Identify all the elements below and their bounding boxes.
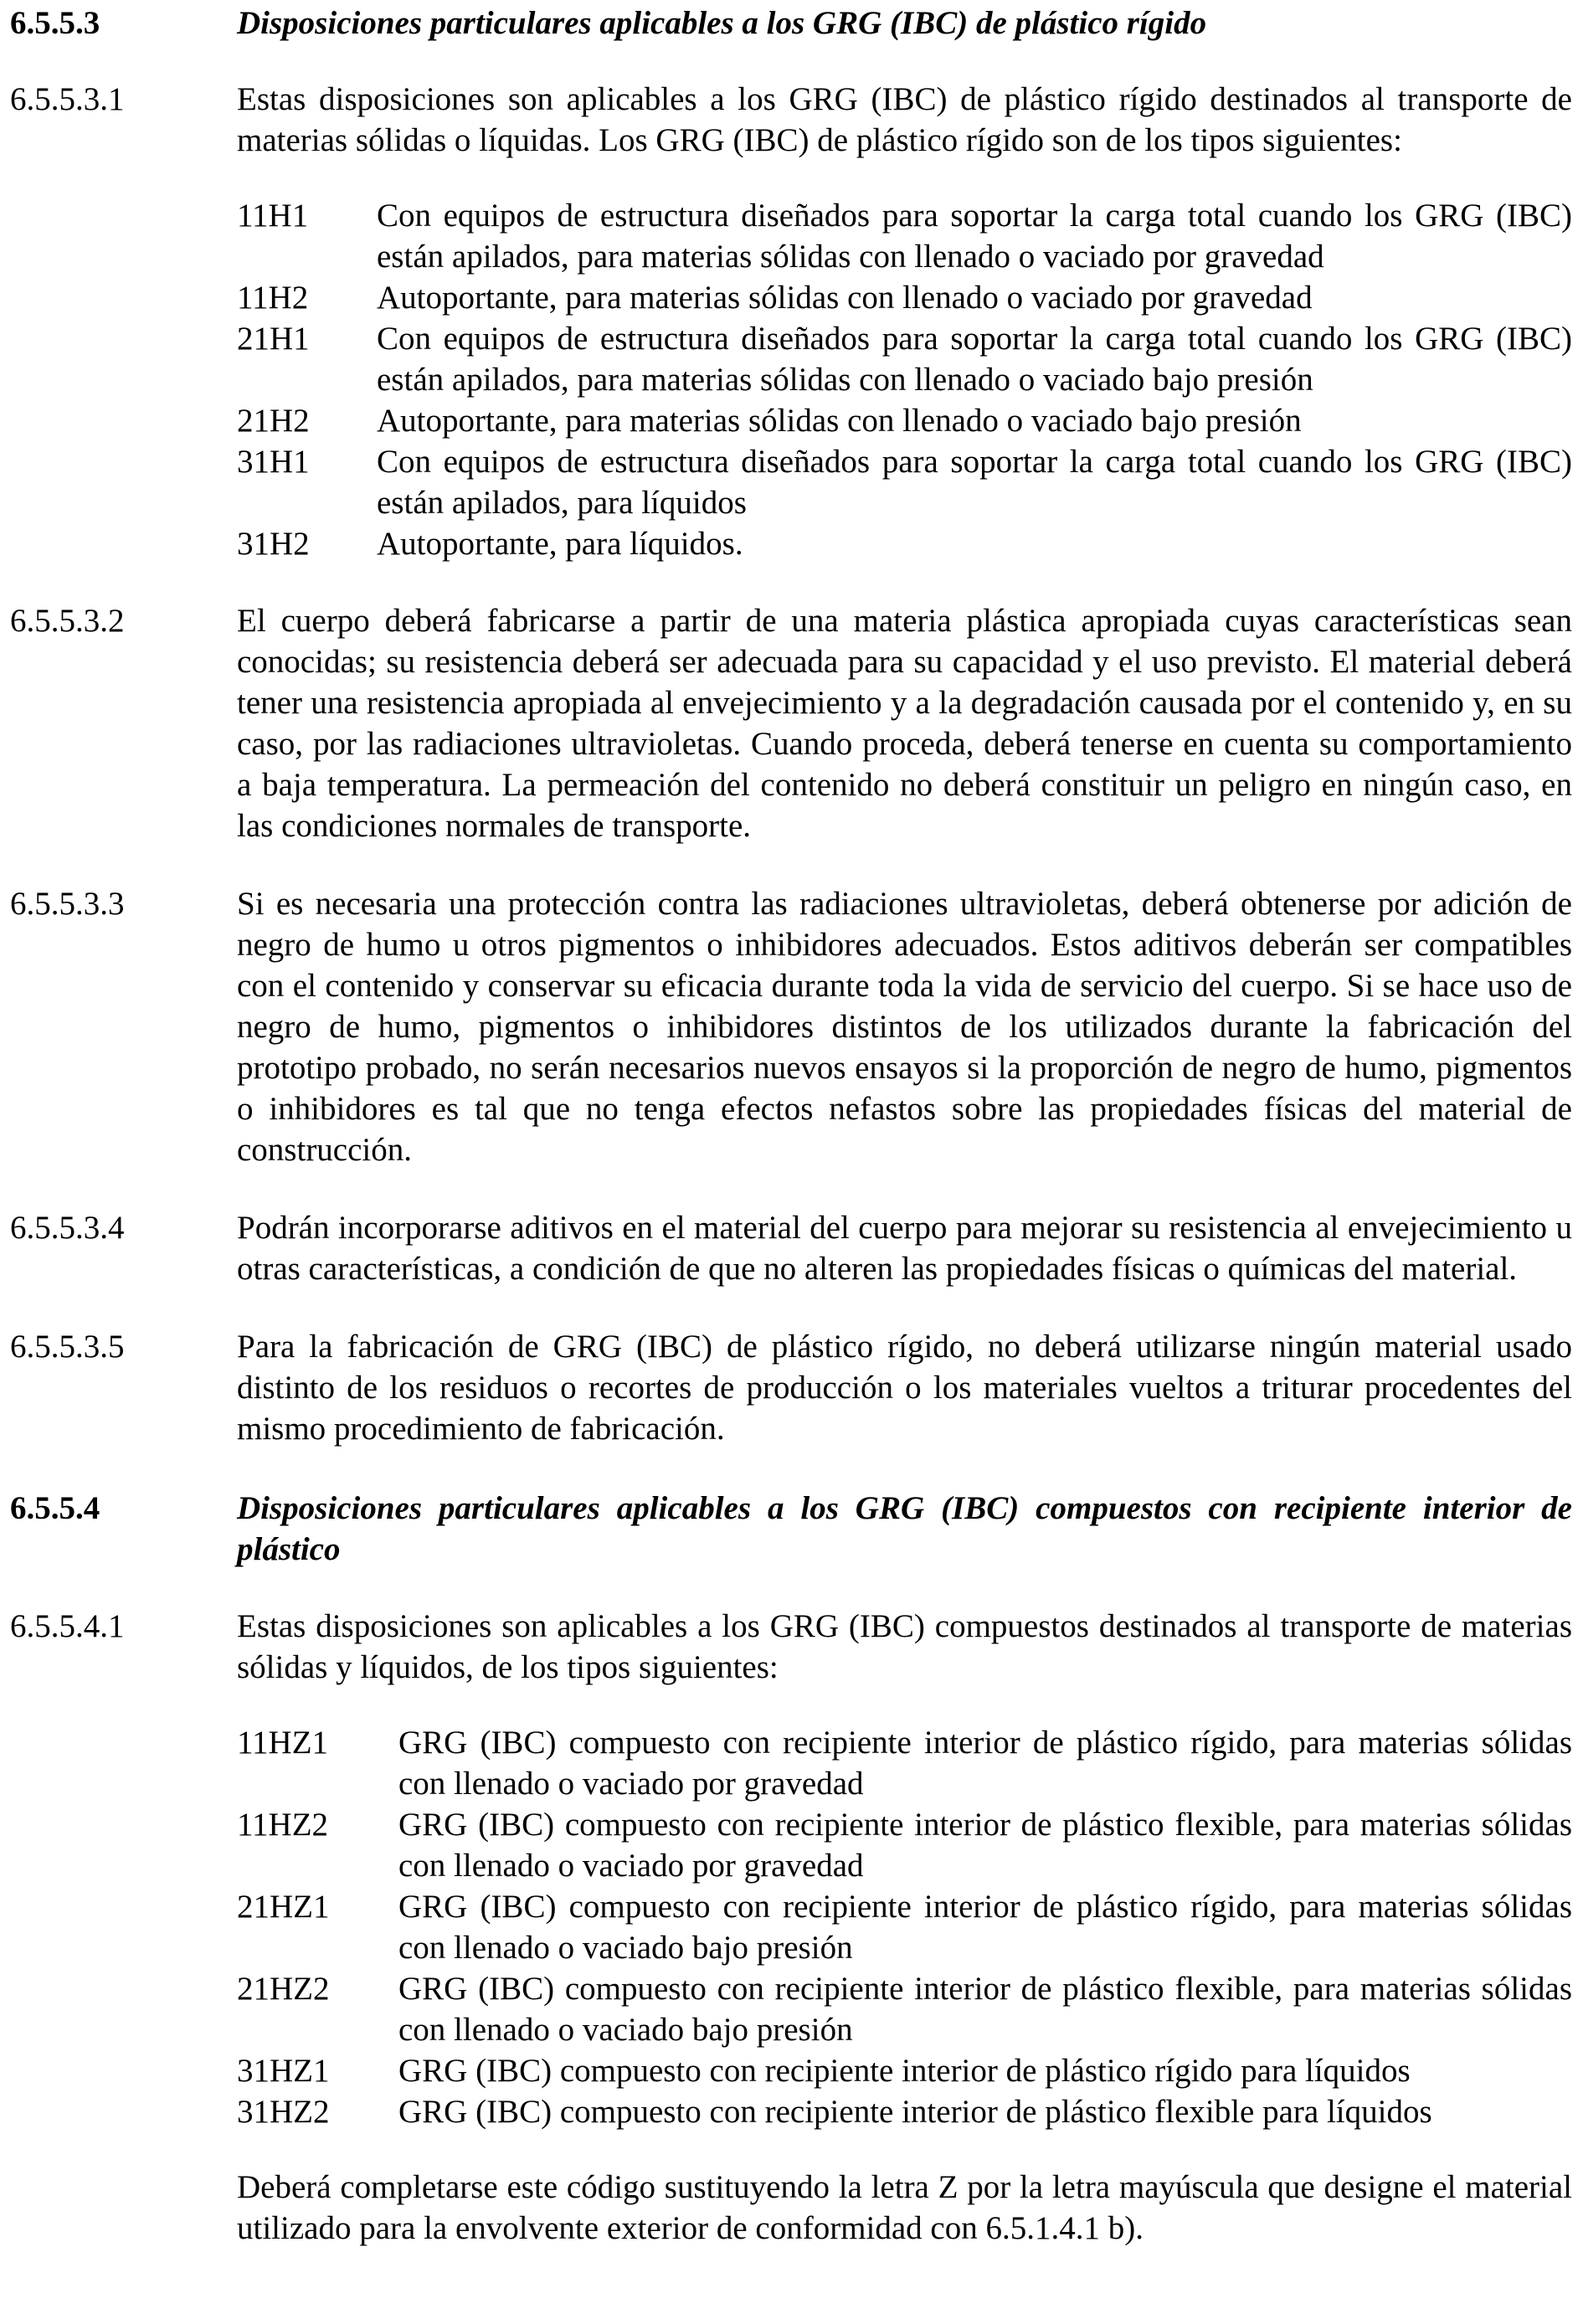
type-list-item	[237, 1722, 1572, 1804]
paragraph-6-5-5-3-3	[10, 883, 1572, 1170]
section-number: 6.5.5.3	[10, 5, 100, 41]
type-code: 21HZ2	[237, 1971, 330, 2007]
type-description: GRG (IBC) compuesto con recipiente interior de plástico flexible para líquidos	[398, 2094, 1432, 2130]
type-code: 11HZ1	[237, 1725, 329, 1761]
type-list-item	[237, 277, 1572, 318]
type-code: 31HZ1	[237, 2053, 330, 2089]
paragraph-6-5-5-3-1	[10, 79, 1572, 161]
section-title: Disposiciones particulares aplicables a los GRG (IBC) de plástico rígido	[237, 5, 1207, 41]
paragraph-text: El cuerpo deberá fabricarse a partir de una materia plástica apropiada cuyas características sean conocidas; su resistencia deberá ser adecuada para su capacidad y el uso previsto. El material deberá tener una resistencia apropiada al envejecimiento y a la degradación causada por el contenido y, en su caso, por las radiaciones ultravioletas. Cuando proceda, deberá tenerse en cuenta su comportamiento a baja temperatura. La permeación del contenido no deberá constituir un peligro en ningún caso, en las condiciones normales de transporte.	[237, 603, 1572, 844]
type-code: 21HZ1	[237, 1889, 330, 1925]
type-description: Con equipos de estructura diseñados para soportar la carga total cuando los GRG (IBC) están apilados, para materias sólidas con llenado o vaciado por gravedad	[377, 198, 1572, 275]
document-page	[10, 0, 1572, 2249]
type-list-item	[237, 318, 1572, 400]
type-description: GRG (IBC) compuesto con recipiente interior de plástico flexible, para materias sólidas con llenado o vaciado por gravedad	[398, 1807, 1572, 1884]
type-description: Autoportante, para materias sólidas con llenado o vaciado por gravedad	[377, 280, 1313, 316]
paragraph-text: Podrán incorporarse aditivos en el material del cuerpo para mejorar su resistencia al envejecimiento u otras características, a condición de que no alteren las propiedades físicas o químicas del material.	[237, 1210, 1572, 1287]
rigid-ibc-type-list	[237, 195, 1572, 564]
paragraph-number: 6.5.5.3.2	[10, 603, 125, 639]
type-list-item	[237, 1804, 1572, 1886]
type-code: 21H2	[237, 403, 310, 439]
type-description: GRG (IBC) compuesto con recipiente interior de plástico rígido, para materias sólidas con llenado o vaciado bajo presión	[398, 1889, 1572, 1966]
type-list-item	[237, 2050, 1572, 2091]
code-completion-note: Deberá completarse este código sustituyendo la letra Z por la letra mayúscula que designe el material utilizado para la envolvente exterior de conformidad con 6.5.1.4.1 b).	[237, 2169, 1572, 2246]
type-description: Con equipos de estructura diseñados para soportar la carga total cuando los GRG (IBC) están apilados, para materias sólidas con llenado o vaciado bajo presión	[377, 321, 1572, 398]
type-code: 11H2	[237, 280, 309, 316]
paragraph-text: Estas disposiciones son aplicables a los GRG (IBC) compuestos destinados al transporte de materias sólidas y líquidos, de los tipos siguientes:	[237, 1608, 1572, 1685]
paragraph-text: Estas disposiciones son aplicables a los GRG (IBC) de plástico rígido destinados al transporte de materias sólidas o líquidas. Los GRG (IBC) de plástico rígido son de los tipos siguientes:	[237, 81, 1572, 158]
type-list-item	[237, 195, 1572, 277]
type-list-item	[237, 441, 1572, 523]
type-code: 31H1	[237, 444, 310, 480]
type-code: 21H1	[237, 321, 310, 357]
type-description: GRG (IBC) compuesto con recipiente interior de plástico rígido para líquidos	[398, 2053, 1411, 2089]
type-code: 11HZ2	[237, 1807, 329, 1843]
type-list-item	[237, 1968, 1572, 2050]
type-description: Autoportante, para líquidos.	[377, 526, 743, 562]
type-list-item	[237, 523, 1572, 564]
paragraph-6-5-5-3-5	[10, 1326, 1572, 1449]
paragraph-6-5-5-4-1	[10, 1606, 1572, 1688]
section-heading-6-5-5-4	[10, 1488, 1572, 1570]
composite-ibc-type-list	[237, 1722, 1572, 2132]
type-code: 31HZ2	[237, 2094, 330, 2130]
paragraph-number: 6.5.5.3.4	[10, 1210, 125, 1246]
paragraph-6-5-5-3-2	[10, 600, 1572, 846]
type-description: GRG (IBC) compuesto con recipiente interior de plástico flexible, para materias sólidas con llenado o vaciado bajo presión	[398, 1971, 1572, 2048]
type-description: Con equipos de estructura diseñados para soportar la carga total cuando los GRG (IBC) están apilados, para líquidos	[377, 444, 1572, 521]
section-number: 6.5.5.4	[10, 1490, 100, 1526]
section-title: Disposiciones particulares aplicables a los GRG (IBC) compuestos con recipiente interior de plástico	[237, 1490, 1572, 1567]
type-description: GRG (IBC) compuesto con recipiente interior de plástico rígido, para materias sólidas con llenado o vaciado por gravedad	[398, 1725, 1572, 1802]
section-heading-6-5-5-3	[10, 3, 1572, 44]
type-list-item	[237, 2091, 1572, 2132]
paragraph-number: 6.5.5.3.3	[10, 886, 125, 922]
paragraph-number: 6.5.5.4.1	[10, 1608, 125, 1644]
paragraph-text: Para la fabricación de GRG (IBC) de plástico rígido, no deberá utilizarse ningún material usado distinto de los residuos o recortes de producción o los materiales vueltos a triturar procedentes del mismo procedimiento de fabricación.	[237, 1329, 1572, 1447]
type-description: Autoportante, para materias sólidas con llenado o vaciado bajo presión	[377, 403, 1302, 439]
type-list-item	[237, 400, 1572, 441]
paragraph-number: 6.5.5.3.1	[10, 81, 125, 117]
type-code: 11H1	[237, 198, 309, 234]
type-list-item	[237, 1886, 1572, 1968]
paragraph-number: 6.5.5.3.5	[10, 1329, 125, 1365]
paragraph-6-5-5-3-4	[10, 1207, 1572, 1289]
type-code: 31H2	[237, 526, 310, 562]
paragraph-text: Si es necesaria una protección contra las radiaciones ultravioletas, deberá obtenerse por adición de negro de humo u otros pigmentos o inhibidores adecuados. Estos aditivos deberán ser compatibles con el contenido y conservar su eficacia durante toda la vida de servicio del cuerpo. Si se hace uso de negro de humo, pigmentos o inhibidores distintos de los utilizados durante la fabricación del prototipo probado, no serán necesarios nuevos ensayos si la proporción de negro de humo, pigmentos o inhibidores es tal que no tenga efectos nefastos sobre las propiedades físicas del material de construcción.	[237, 886, 1572, 1168]
